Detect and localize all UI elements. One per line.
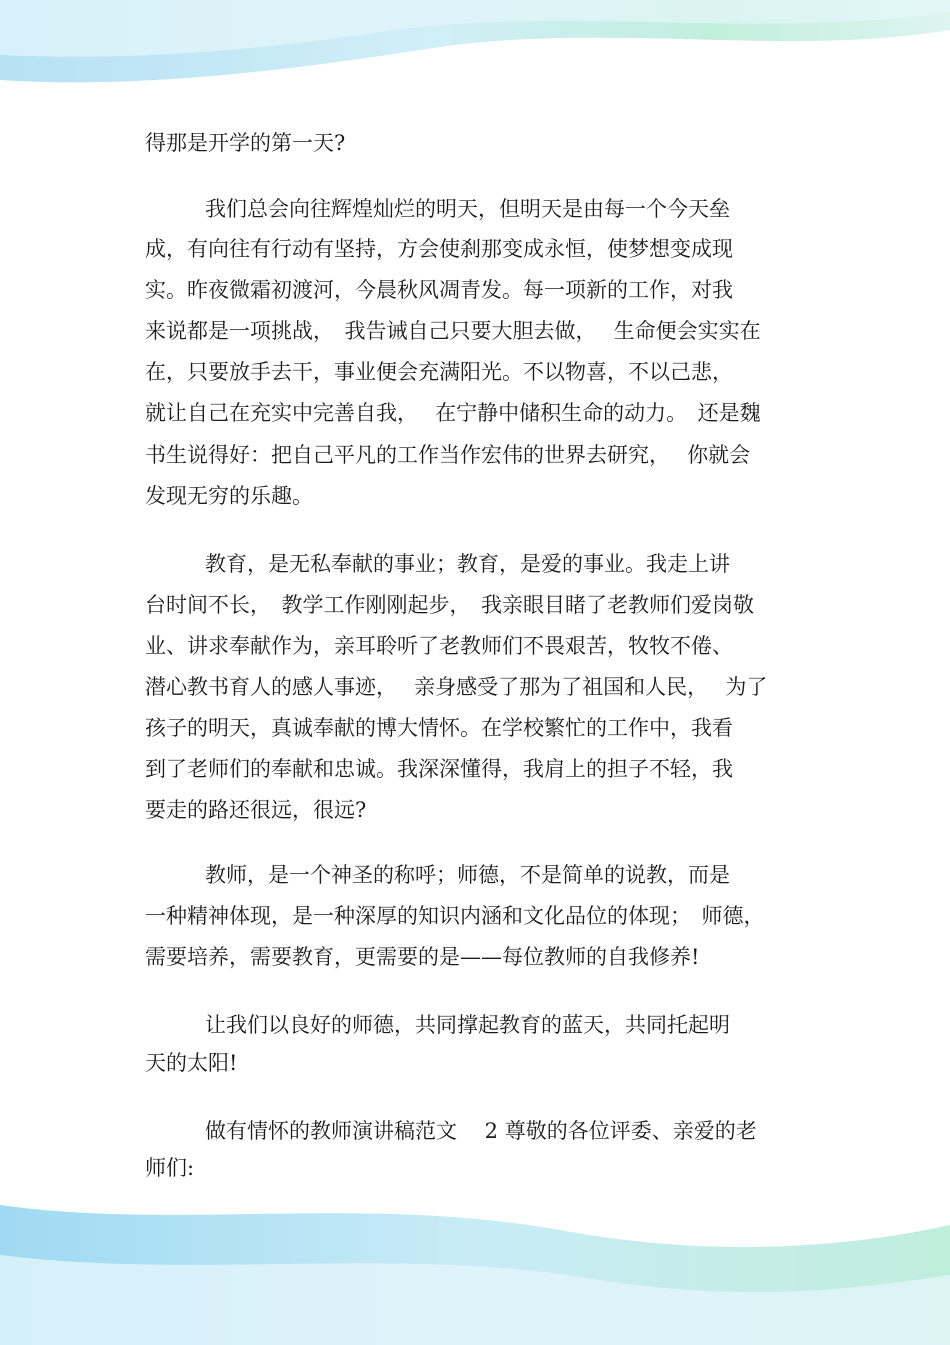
text-line: 就让自己在充实中完善自我， 在宁静中储积生命的动力。 还是魏 [145,401,761,425]
text-line: 潜心教书育人的感人事迹， 亲身感受了那为了祖国和人民， 为了 [145,675,768,699]
text-line: 教师，是一个神圣的称呼；师德，不是简单的说教，而是 [205,863,730,887]
text-line: 发现无穷的乐趣。 [145,484,313,508]
text-line: 需要培养，需要教育，更需要的是——每位教师的自我修养! [145,945,700,969]
text-line: 孩子的明天，真诚奉献的博大情怀。在学校繁忙的工作中，我看 [145,716,733,740]
text-line: 业、讲求奉献作为，亲耳聆听了老教师们不畏艰苦，牧牧不倦、 [145,634,733,658]
text-line: 教育，是无私奉献的事业；教育，是爱的事业。我走上讲 [205,552,730,576]
text-line: 我们总会向往辉煌灿烂的明天，但明天是由每一个今天垒 [205,197,730,221]
text-line: 天的太阳! [145,1051,238,1075]
text-line: 成，有向往有行动有坚持，方会使刹那变成永恒，使梦想变成现 [145,237,733,261]
text-line: 让我们以良好的师德，共同撑起教育的蓝天，共同托起明 [205,1013,730,1037]
text-line: 做有情怀的教师演讲稿范文 2 尊敬的各位评委、亲爱的老 [205,1119,757,1143]
text-line: 实。昨夜微霜初渡河，今晨秋风凋青发。每一项新的工作，对我 [145,278,733,302]
text-line: 得那是开学的第一天? [145,131,346,155]
text-line: 在，只要放手去干，事业便会充满阳光。不以物喜，不以己悲， [145,360,733,384]
text-line: 书生说得好：把自己平凡的工作当作宏伟的世界去研究， 你就会 [145,443,751,467]
text-line: 到了老师们的奉献和忠诚。我深深懂得，我肩上的担子不轻，我 [145,757,733,781]
text-line: 要走的路还很远，很远? [145,798,367,822]
text-line: 师们: [145,1156,195,1180]
text-line: 台时间不长， 教学工作刚刚起步， 我亲眼目睹了老教师们爱岗敬 [145,593,754,617]
text-line: 一种精神体现，是一种深厚的知识内涵和文化品位的体现； 师德， [145,904,765,928]
text-line: 来说都是一项挑战， 我告诫自己只要大胆去做， 生命便会实实在 [145,319,761,343]
